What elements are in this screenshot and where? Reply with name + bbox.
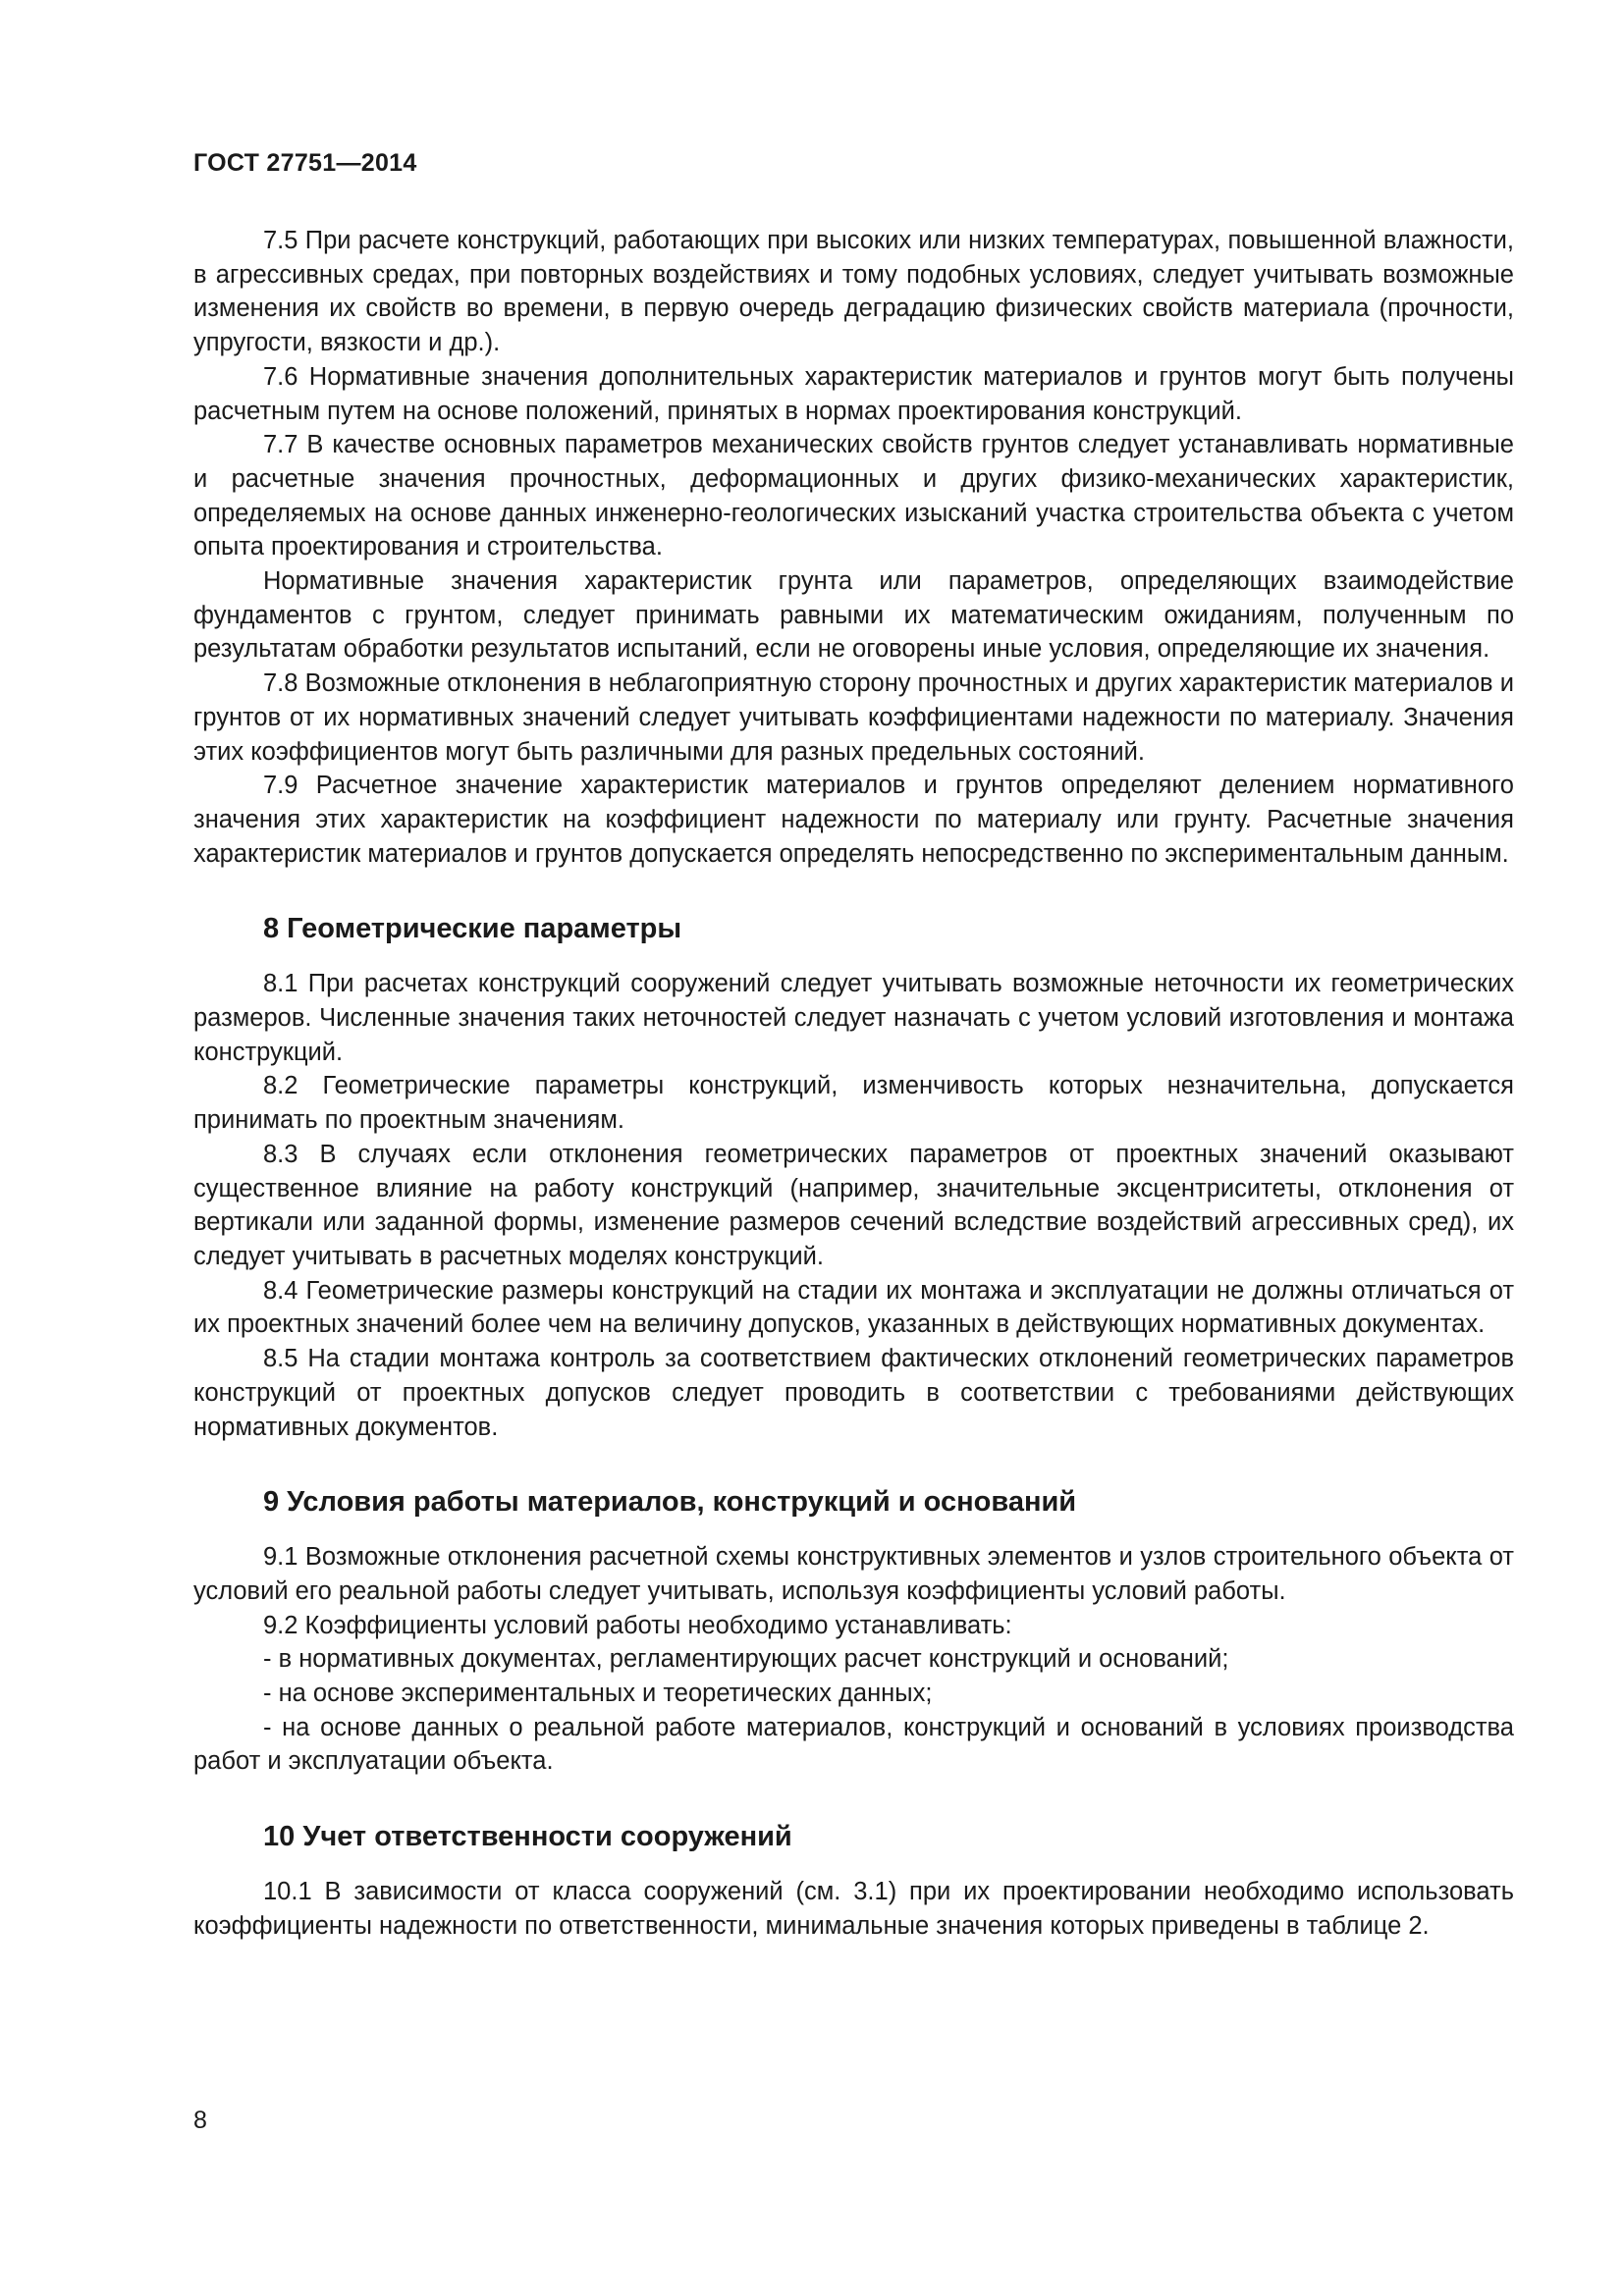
section-10-heading: 10 Учет ответственности сооружений xyxy=(263,1821,792,1853)
section-8-heading: 8 Геометрические параметры xyxy=(263,913,682,945)
paragraph-8-4: 8.4 Геометрические размеры конструкций на стадии их монтажа и эксплуатации не должны отличаться от их проектных значений более чем на величину допусков, указанных в действующих нормативных документах. xyxy=(193,1276,1514,1339)
paragraph-7-9: 7.9 Расчетное значение характеристик материалов и грунтов определяют делением нормативного значения этих характеристик на коэффициент надежности по материалу или грунту. Расчетные значения характеристик материалов и грунтов допускается определять непосредственно по экспериментальным данным. xyxy=(193,772,1514,868)
paragraph-8-1: 8.1 При расчетах конструкций сооружений следует учитывать возможные неточности их геометрических размеров. Численные значения таких неточностей следует назначать с учетом условий изготовления и монтажа конструкций. xyxy=(193,970,1514,1066)
paragraph-7-7: 7.7 В качестве основных параметров механических свойств грунтов следует устанавливать нормативные и расчетные значения прочностных, деформационных и других физико-механических характеристик, определяемых на основе данных инженерно-геологических изысканий участка строительства объекта с учетом опыта проектирования и строительства. xyxy=(193,431,1514,561)
paragraph-7-5: 7.5 При расчете конструкций, работающих при высоких или низких температурах, повышенной влажности, в агрессивных средах, при повторных воздействиях и тому подобных условиях, следует учитывать возможные изменения их свойств во времени, в первую очередь деградацию физических свойств материала (прочности, упругости, вязкости и др.). xyxy=(193,227,1514,357)
list-item-normative-documents: - в нормативных документах, регламентирующих расчет конструкций и оснований; xyxy=(263,1645,1229,1674)
paragraph-7-8: 7.8 Возможные отклонения в неблагоприятную сторону прочностных и других характеристик материалов и грунтов от их нормативных значений следует учитывать коэффициентами надежности по материалу. Значения этих коэффициентов могут быть различными для разных предельных состояний. xyxy=(193,669,1514,766)
paragraph-9-2: 9.2 Коэффициенты условий работы необходимо устанавливать: xyxy=(263,1611,1012,1639)
paragraph-7-7-continued: Нормативные значения характеристик грунта или параметров, определяющих взаимодействие фундаментов с грунтом, следует принимать равными их математическим ожиданиям, полученным по результатам обработки результатов испытаний, если не оговорены иные условия, определяющие их значения. xyxy=(193,567,1514,664)
document-code: ГОСТ 27751—2014 xyxy=(193,149,417,177)
paragraph-8-2: 8.2 Геометрические параметры конструкций, изменчивость которых незначительна, допускается принимать по проектным значениям. xyxy=(193,1072,1514,1135)
document-body xyxy=(193,224,1514,1944)
paragraph-9-1: 9.1 Возможные отклонения расчетной схемы конструктивных элементов и узлов строительного объекта от условий его реальной работы следует учитывать, используя коэффициенты условий работы. xyxy=(193,1543,1514,1605)
paragraph-10-1: 10.1 В зависимости от класса сооружений (см. 3.1) при их проектировании необходимо использовать коэффициенты надежности по ответственности, минимальные значения которых приведены в таблице 2. xyxy=(193,1878,1514,1940)
page-number: 8 xyxy=(193,2107,207,2134)
paragraph-8-3: 8.3 В случаях если отклонения геометрических параметров от проектных значений оказывают существенное влияние на работу конструкций (например, значительные эксцентриситеты, отклонения от вертикали или заданной формы, изменение размеров сечений вследствие воздействий агрессивных сред), их следует учитывать в расчетных моделях конструкций. xyxy=(193,1140,1514,1270)
list-item-experimental-data: - на основе экспериментальных и теоретических данных; xyxy=(263,1680,933,1708)
section-9-heading: 9 Условия работы материалов, конструкций и оснований xyxy=(263,1486,1077,1519)
paragraph-7-6: 7.6 Нормативные значения дополнительных характеристик материалов и грунтов могут быть получены расчетным путем на основе положений, принятых в нормах проектирования конструкций. xyxy=(193,362,1514,425)
list-item-real-operation-data: - на основе данных о реальной работе материалов, конструкций и оснований в условиях производства работ и эксплуатации объекта. xyxy=(193,1713,1514,1776)
paragraph-8-5: 8.5 На стадии монтажа контроль за соответствием фактических отклонений геометрических параметров конструкций от проектных допусков следует проводить в соответствии с требованиями действующих нормативных документов. xyxy=(193,1345,1514,1441)
